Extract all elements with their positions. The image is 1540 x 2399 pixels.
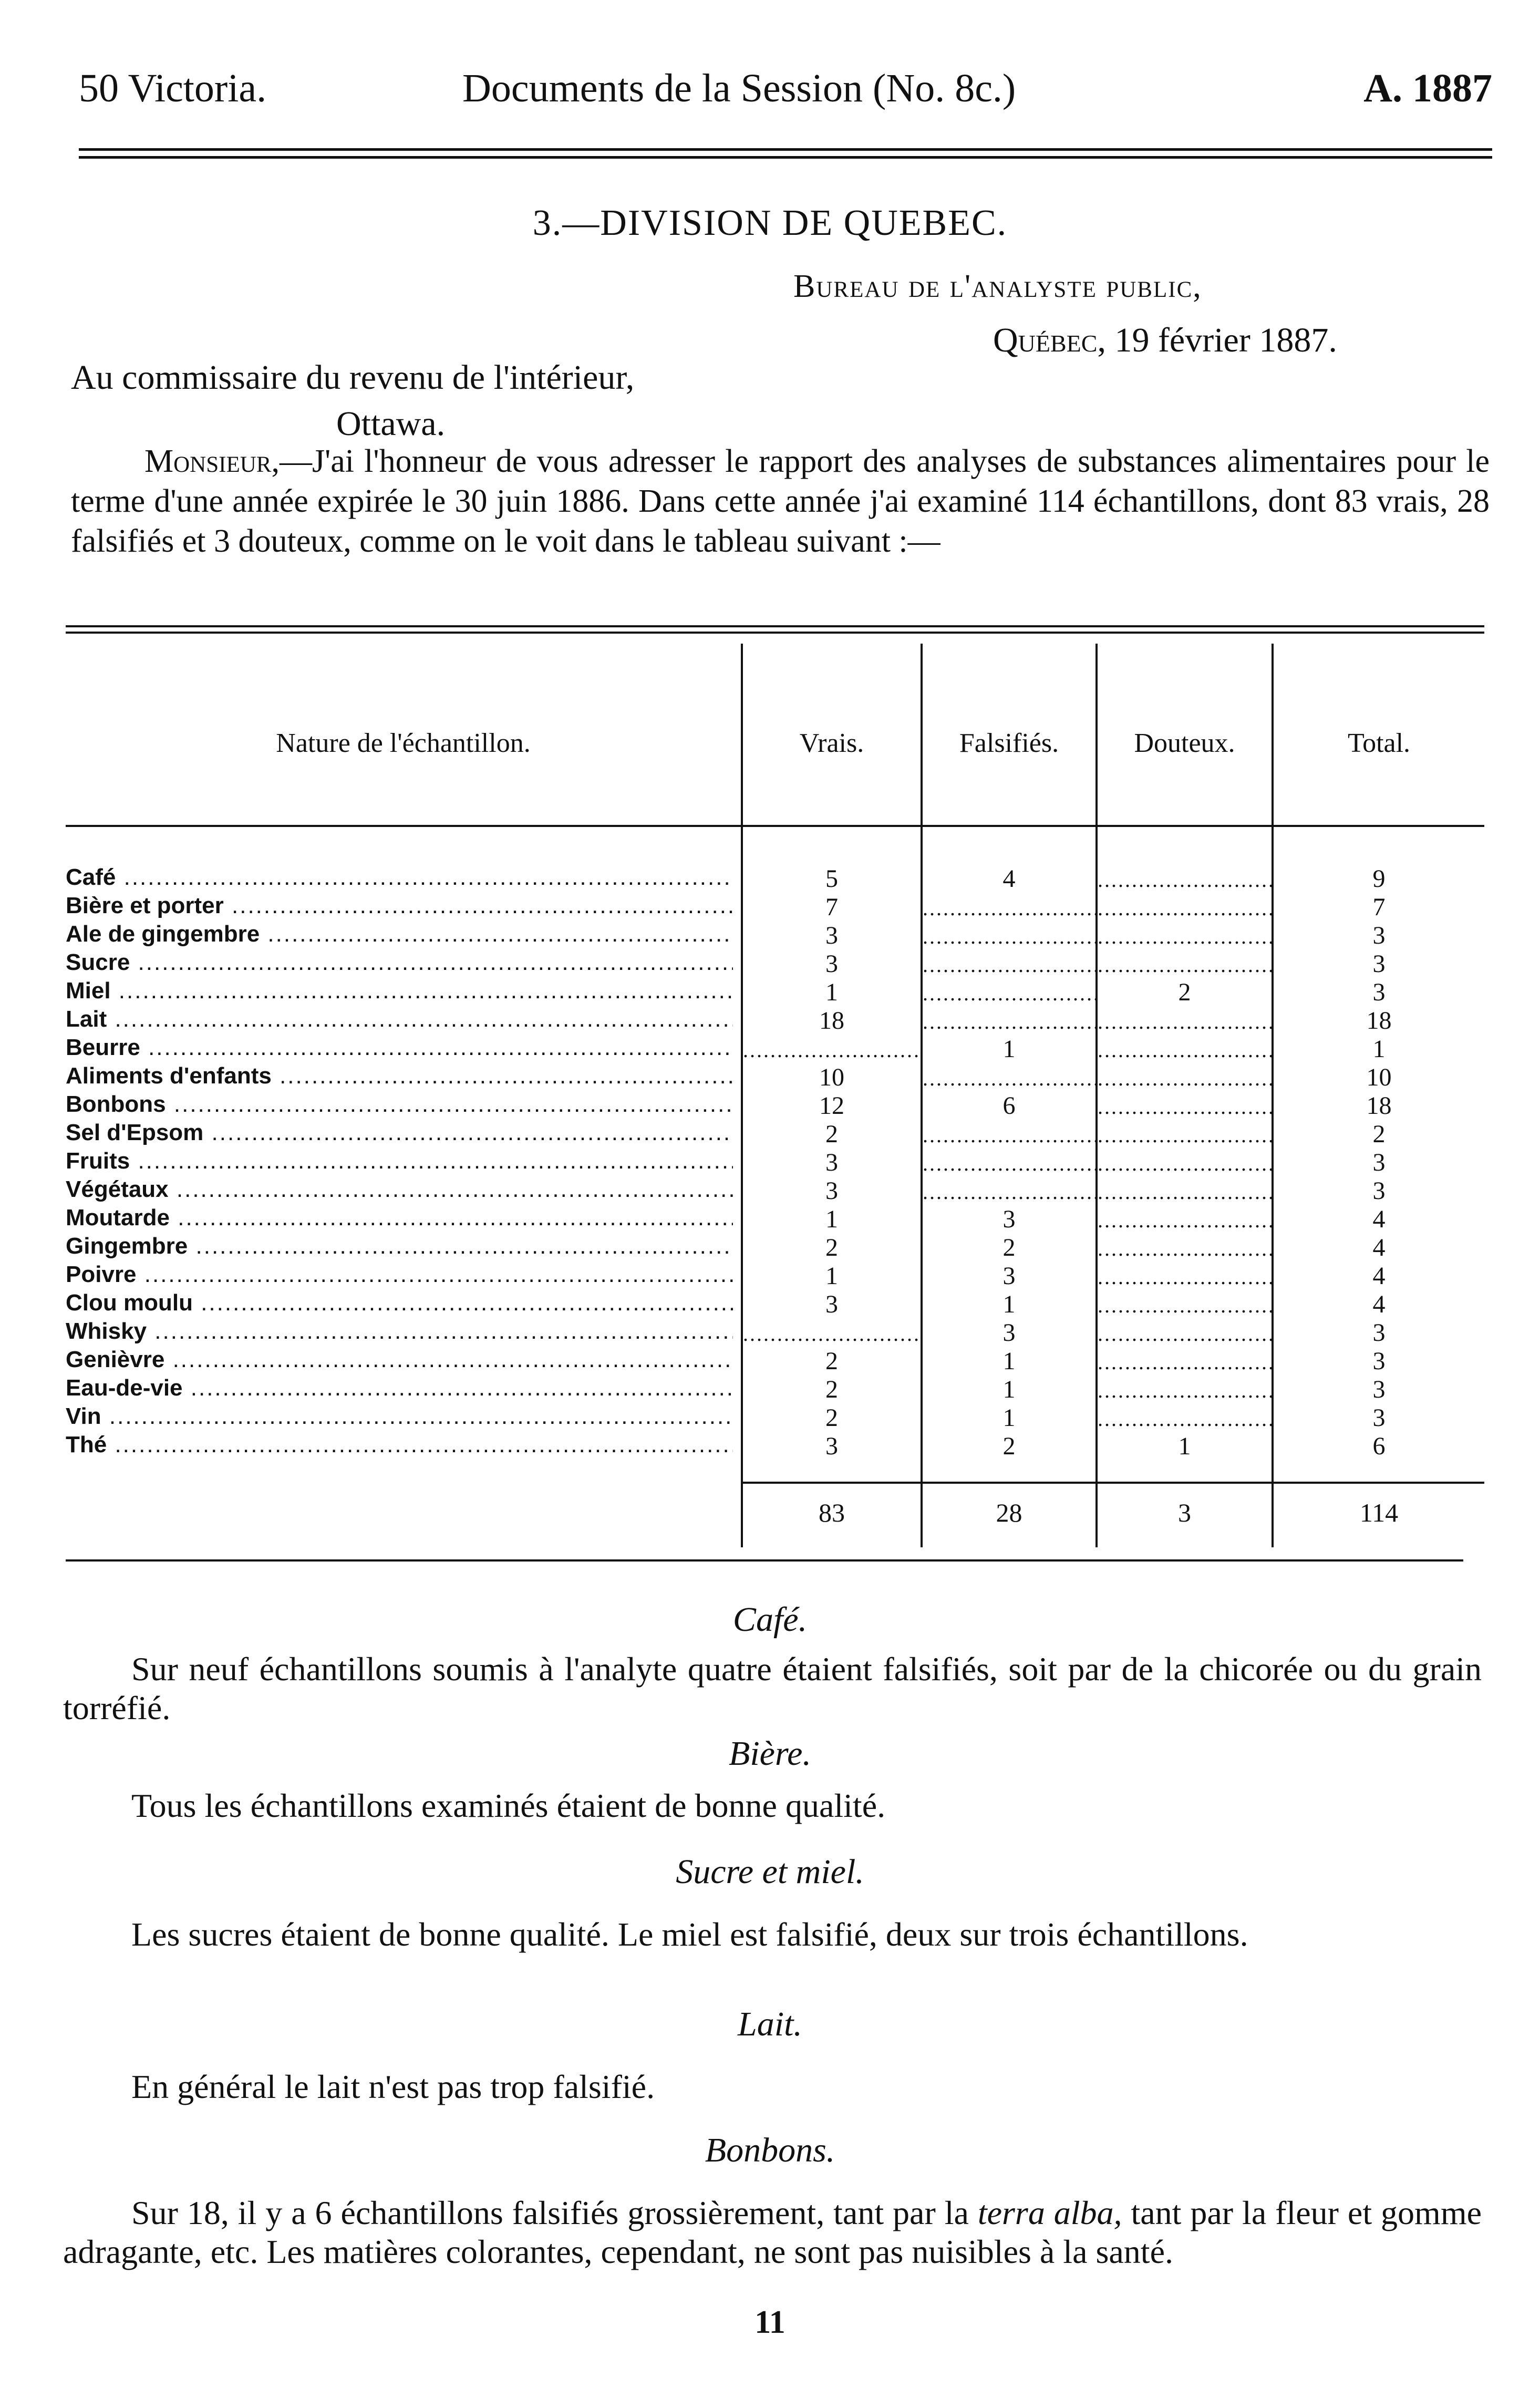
cell-total: 1: [1372, 1035, 1386, 1063]
cell-douteux: [1098, 1375, 1272, 1404]
cell-total: 2: [1372, 1120, 1386, 1148]
section-text-cafe: Sur neuf échantillons soumis à l'analyte quatre étaient falsifiés, soit par de la chicorée ou du grain torréfié.: [63, 1650, 1482, 1726]
cell-total: 18: [1366, 1092, 1392, 1120]
sample-name: Thé .....: [66, 1432, 733, 1458]
total-falsifies: 28: [996, 1498, 1022, 1527]
cell-falsifies: 1: [1002, 1376, 1016, 1403]
total-vrais: 83: [819, 1498, 845, 1527]
table-row: [66, 1375, 1484, 1403]
sample-name: Ale de gingembre .....: [66, 921, 733, 947]
addressee-line: Au commissaire du revenu de l'intérieur,: [71, 358, 635, 397]
header-douteux: Douteux.: [1134, 728, 1235, 758]
cell-falsifies: 6: [1002, 1092, 1016, 1120]
cell-vrais: 2: [825, 1376, 838, 1403]
sample-name: Sucre .....: [66, 949, 733, 976]
page-number: 11: [755, 2304, 785, 2340]
samples-table: [66, 625, 1484, 1566]
table-top-rule: [66, 625, 1484, 627]
header-bottom-rule: [66, 825, 1484, 827]
cell-vrais: [743, 1318, 921, 1347]
cell-total: 6: [1372, 1432, 1386, 1460]
header-nature: Nature de l'échantillon.: [276, 728, 531, 758]
header-year: A. 1887: [1363, 66, 1492, 110]
cell-vrais: 2: [825, 1234, 838, 1261]
cell-total: 3: [1372, 978, 1386, 1006]
cell-falsifies: [923, 949, 1095, 978]
date: 19 février 1887.: [1114, 321, 1337, 359]
table-row: [66, 1120, 1484, 1148]
section-title-sucre-miel: Sucre et miel.: [676, 1853, 864, 1891]
table-row: [66, 949, 1484, 978]
cell-falsifies: 3: [1002, 1319, 1016, 1347]
division-title: 3.—DIVISION DE QUEBEC.: [532, 203, 1008, 243]
cell-total: 3: [1372, 1149, 1386, 1176]
cell-douteux: [1098, 1176, 1272, 1205]
cell-douteux: [1098, 949, 1272, 978]
cell-falsifies: 2: [1002, 1432, 1016, 1460]
cell-total: 7: [1372, 893, 1386, 921]
cell-total: 3: [1372, 1404, 1386, 1432]
cell-vrais: 2: [825, 1120, 838, 1148]
cell-falsifies: [923, 921, 1095, 950]
cell-vrais: 2: [825, 1404, 838, 1432]
table-bottom-rule: [66, 1559, 1463, 1562]
table-row: [66, 1347, 1484, 1375]
salutation: Monsieur,: [144, 443, 280, 479]
cell-falsifies: 3: [1002, 1262, 1016, 1290]
cell-total: 3: [1372, 1177, 1386, 1205]
section-text-lait: En général le lait n'est pas trop falsifié.: [131, 2068, 655, 2105]
cell-total: 3: [1372, 1347, 1386, 1375]
intro-paragraph: [71, 441, 1490, 561]
cell-douteux: [1098, 921, 1272, 950]
sample-name: Sel d'Epsom .....: [66, 1120, 733, 1146]
sample-name: Genièvre .....: [66, 1347, 733, 1373]
cell-vrais: 3: [825, 1290, 838, 1318]
table-row: [66, 1261, 1484, 1290]
cell-douteux: [1098, 1261, 1272, 1290]
cell-douteux: [1098, 1403, 1272, 1432]
cell-total: 3: [1372, 1376, 1386, 1403]
cell-vrais: 12: [819, 1092, 844, 1120]
sample-name: Gingembre .....: [66, 1233, 733, 1259]
cell-vrais: 1: [825, 1262, 838, 1290]
table-row: [66, 1063, 1484, 1091]
table-row: [66, 1290, 1484, 1318]
section-text-bonbons: [63, 2194, 1482, 2271]
sample-name: Café .....: [66, 864, 733, 891]
table-row: [66, 921, 1484, 949]
intro-text: —J'ai l'honneur de vous adresser le rapport des analyses de substances alimentaires pour le terme d'une année expirée le 30 juin 1886. Dans cette année j'ai examiné 114 échantillons, dont 83 vrais, 28 falsifiés et 3 douteux, comme on le voit dans le tableau suivant :—: [71, 443, 1490, 559]
sample-name: Poivre .....: [66, 1261, 733, 1288]
total-total: 114: [1359, 1498, 1399, 1527]
table-row: [66, 1403, 1484, 1432]
cell-falsifies: [923, 978, 1095, 1007]
cell-douteux: [1098, 1205, 1272, 1234]
cell-douteux: [1098, 1347, 1272, 1376]
section-title-bonbons: Bonbons.: [705, 2131, 835, 2169]
table-row: [66, 1233, 1484, 1261]
sample-name: Aliments d'enfants .....: [66, 1063, 733, 1089]
cell-falsifies: 1: [1002, 1035, 1016, 1063]
header-rule: [79, 148, 1492, 159]
cell-douteux: 1: [1178, 1432, 1191, 1460]
cell-vrais: 3: [825, 950, 838, 978]
cell-vrais: 1: [825, 1205, 838, 1233]
sample-name: Végétaux .....: [66, 1176, 733, 1203]
bonbons-text-italic: terra alba,: [977, 2194, 1122, 2231]
sample-name: Lait .....: [66, 1006, 733, 1032]
cell-douteux: [1098, 1063, 1272, 1092]
sample-name: Moutarde .....: [66, 1205, 733, 1231]
bonbons-text-1: Sur 18, il y a 6 échantillons falsifiés grossièrement, tant par la: [131, 2194, 978, 2231]
table-row: [66, 1205, 1484, 1233]
sample-name: Clou moulu .....: [66, 1290, 733, 1316]
cell-douteux: [1098, 1006, 1272, 1035]
cell-douteux: [1098, 1148, 1272, 1177]
cell-falsifies: 2: [1002, 1234, 1016, 1261]
table-row: [66, 1318, 1484, 1347]
cell-total: 9: [1372, 865, 1386, 893]
cell-total: 3: [1372, 1319, 1386, 1347]
cell-falsifies: [923, 1176, 1095, 1205]
cell-vrais: 18: [819, 1007, 844, 1035]
table-row: [66, 1148, 1484, 1176]
table-row: [66, 864, 1484, 893]
table-row: [66, 1035, 1484, 1063]
cell-total: 4: [1372, 1262, 1386, 1290]
bonbons-text-2: tant par la fleur et gomme adragante, etc. Les matières colorantes, cependant, ne sont pas nuisibles à la santé.: [63, 2194, 1482, 2270]
table-row: [66, 1176, 1484, 1205]
section-title-cafe: Café.: [732, 1600, 808, 1639]
sample-name: Fruits .....: [66, 1148, 733, 1174]
cell-douteux: [1098, 1035, 1272, 1063]
header-falsifies: Falsifiés.: [959, 728, 1059, 758]
header-session-year: 50 Victoria.: [79, 66, 267, 110]
cell-douteux: [1098, 893, 1272, 922]
cell-vrais: 1: [825, 978, 838, 1006]
bureau-heading: Bureau de l'analyste public,: [793, 268, 1202, 304]
cell-falsifies: [923, 893, 1095, 922]
cell-total: 4: [1372, 1234, 1386, 1261]
table-row: [66, 1091, 1484, 1120]
running-header: [79, 66, 1492, 123]
cell-total: 3: [1372, 922, 1386, 949]
header-vrais: Vrais.: [799, 728, 864, 758]
cell-falsifies: [923, 1006, 1095, 1035]
cell-vrais: 3: [825, 1149, 838, 1176]
cell-vrais: 2: [825, 1347, 838, 1375]
cell-falsifies: 1: [1002, 1290, 1016, 1318]
place: Québec,: [993, 321, 1106, 359]
cell-douteux: 2: [1178, 978, 1191, 1006]
cell-falsifies: [923, 1120, 1095, 1149]
cell-falsifies: 4: [1002, 865, 1016, 893]
sample-name: Vin .....: [66, 1403, 733, 1430]
totals-rule: [743, 1482, 1484, 1484]
cell-vrais: 3: [825, 1177, 838, 1205]
table-top-rule-2: [66, 632, 1484, 634]
cell-vrais: [743, 1035, 921, 1063]
table-row: [66, 1006, 1484, 1035]
cell-falsifies: 3: [1002, 1205, 1016, 1233]
cell-vrais: 10: [819, 1063, 844, 1091]
cell-total: 4: [1372, 1290, 1386, 1318]
cell-falsifies: 1: [1002, 1347, 1016, 1375]
total-douteux: 3: [1178, 1498, 1191, 1527]
cell-douteux: [1098, 1233, 1272, 1262]
sample-name: Bière et porter .....: [66, 893, 733, 919]
cell-total: 4: [1372, 1205, 1386, 1233]
cell-total: 10: [1366, 1063, 1392, 1091]
sample-name: Miel .....: [66, 978, 733, 1004]
cell-vrais: 5: [825, 865, 838, 893]
cell-falsifies: [923, 1063, 1095, 1092]
sample-name: Eau-de-vie .....: [66, 1375, 733, 1401]
cell-total: 18: [1366, 1007, 1392, 1035]
cell-douteux: [1098, 1091, 1272, 1120]
table-row: [66, 1432, 1484, 1460]
addressee-city: Ottawa.: [336, 405, 446, 443]
cell-douteux: [1098, 864, 1272, 893]
section-title-lait: Lait.: [738, 2005, 802, 2043]
cell-douteux: [1098, 1290, 1272, 1319]
cell-douteux: [1098, 1318, 1272, 1347]
section-title-biere: Bière.: [729, 1734, 811, 1773]
cell-total: 3: [1372, 950, 1386, 978]
place-date: [993, 320, 1337, 360]
cell-falsifies: [923, 1148, 1095, 1177]
cell-douteux: [1098, 1120, 1272, 1149]
cell-vrais: 3: [825, 922, 838, 949]
sample-name: Beurre .....: [66, 1035, 733, 1061]
cell-vrais: 7: [825, 893, 838, 921]
header-total: Total.: [1347, 728, 1411, 758]
header-document-title: Documents de la Session (No. 8c.): [462, 66, 1016, 110]
sample-name: Whisky .....: [66, 1318, 733, 1345]
sample-name: Bonbons .....: [66, 1091, 733, 1118]
table-row: [66, 978, 1484, 1006]
cell-falsifies: 1: [1002, 1404, 1016, 1432]
section-text-sucre-miel: Les sucres étaient de bonne qualité. Le miel est falsifié, deux sur trois échantillons.: [131, 1916, 1248, 1953]
cell-vrais: 3: [825, 1432, 838, 1460]
table-row: [66, 893, 1484, 921]
addressee: [71, 355, 634, 447]
section-text-biere: Tous les échantillons examinés étaient de bonne qualité.: [131, 1787, 886, 1824]
